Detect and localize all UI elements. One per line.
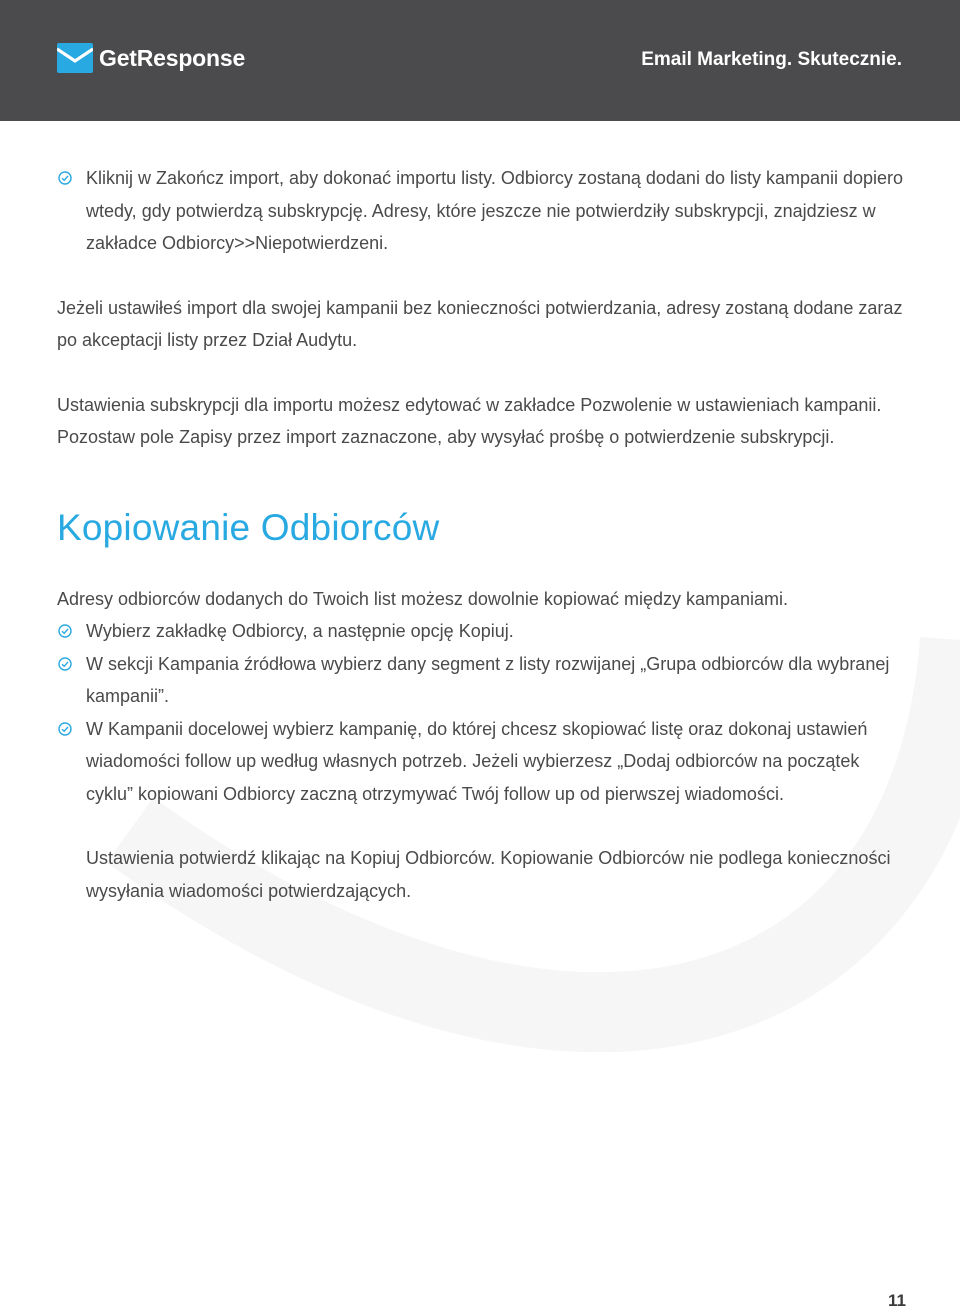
list-item (57, 162, 907, 260)
page-content (57, 162, 907, 907)
closing-paragraph: Ustawienia potwierdź klikając na Kopiuj Odbiorców. Kopiowanie Odbiorców nie podlega konieczności wysyłania wiadomości potwierdzających. (86, 848, 891, 901)
page-header (0, 0, 960, 121)
list-item-text: Wybierz zakładkę Odbiorcy, a następnie opcję Kopiuj. (86, 621, 514, 641)
list-item-text: W sekcji Kampania źródłowa wybierz dany segment z listy rozwijanej „Grupa odbiorców dla wybranej kampanii”. (86, 653, 890, 706)
page-number: 11 (888, 1291, 906, 1310)
list-item (57, 615, 907, 648)
checkmark-circle-icon (58, 657, 72, 671)
paragraph: Ustawienia subskrypcji dla importu możesz edytować w zakładce Pozwolenie w ustawieniach kampanii. Pozostaw pole Zapisy przez import zaznaczone, aby wysyłać prośbę o potwierdzenie subskrypcji. (57, 394, 882, 447)
checkmark-circle-icon (58, 171, 72, 185)
list-item-text: W Kampanii docelowej wybierz kampanię, do której chcesz skopiować listę oraz dokonaj ustawień wiadomości follow up według własnych potrzeb. Jeżeli wybierzesz „Dodaj odbiorców na początek cyklu” kopiowani Odbiorcy zaczną otrzymywać Twój follow up od pierwszej wiadomości. (86, 718, 868, 804)
checkmark-circle-icon (58, 722, 72, 736)
section-lead: Adresy odbiorców dodanych do Twoich list możesz dowolnie kopiować między kampaniami. (57, 588, 789, 609)
envelope-icon (57, 43, 93, 73)
brand-name: GetResponse (99, 45, 246, 71)
list-item (57, 648, 907, 713)
list-item (57, 713, 907, 811)
checkmark-circle-icon (58, 624, 72, 638)
section-title: Kopiowanie Odbiorców (57, 506, 440, 548)
brand-logo (57, 43, 245, 73)
list-item-text: Kliknij w Zakończ import, aby dokonać importu listy. Odbiorcy zostaną dodani do listy kampanii dopiero wtedy, gdy potwierdzą subskrypcję. Adresy, które jeszcze nie potwierdziły subskrypcji, znajdziesz w zakładce Odbiorcy>>Niepotwierdzeni. (86, 168, 904, 253)
paragraph: Jeżeli ustawiłeś import dla swojej kampanii bez konieczności potwierdzania, adresy zostaną dodane zaraz po akceptacji listy przez Dział Audytu. (57, 297, 903, 350)
header-tagline: Email Marketing. Skutecznie. (641, 49, 902, 70)
